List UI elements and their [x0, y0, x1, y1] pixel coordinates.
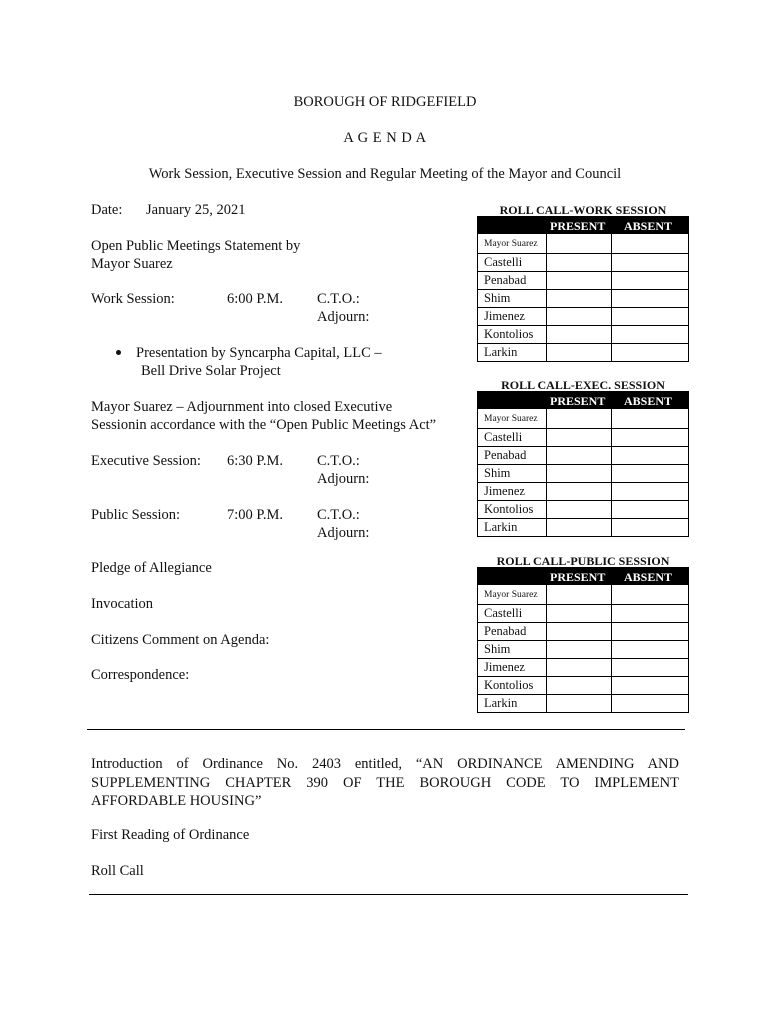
present-header: PRESENT — [550, 394, 606, 408]
absent-cell — [611, 641, 612, 658]
present-header: PRESENT — [550, 570, 606, 584]
absent-cell — [611, 234, 612, 253]
member-name: Kontolios — [484, 678, 534, 692]
ordinance-introduction: Introduction of Ordinance No. 2403 entitled, “AN ORDINANCE AMENDING AND SUPPLEMENTING CHAPTER 390 OF THE BOROUGH CODE TO IMPLEMENT AFFORDABLE HOUSING” — [91, 756, 679, 809]
public-session-label: Public Session: — [91, 507, 181, 523]
present-cell — [546, 429, 547, 446]
member-name: Mayor Suarez — [484, 239, 538, 249]
member-name: Castelli — [484, 606, 523, 620]
present-cell — [546, 501, 547, 518]
bullet-icon — [116, 350, 121, 355]
present-cell — [546, 254, 547, 271]
absent-cell — [611, 254, 612, 271]
roll-call-row — [478, 409, 688, 428]
executive-session-time: 6:30 P.M. — [227, 453, 284, 469]
roll-call-title: ROLL CALL-PUBLIC SESSION — [496, 554, 670, 568]
absent-cell — [611, 308, 612, 325]
present-cell — [546, 519, 547, 536]
first-reading-item: First Reading of Ordinance — [91, 827, 250, 843]
member-name: Larkin — [484, 520, 518, 534]
roll-call-item: Roll Call — [91, 863, 144, 879]
roll-call-row — [478, 585, 688, 604]
member-name: Penabad — [484, 448, 527, 462]
executive-session-adjourn: Adjourn: — [317, 471, 370, 487]
roll-call-row — [478, 640, 688, 658]
invocation-item: Invocation — [91, 596, 154, 612]
member-name: Jimenez — [484, 660, 525, 674]
absent-cell — [611, 695, 612, 712]
pledge-item: Pledge of Allegiance — [91, 560, 212, 576]
present-cell — [546, 409, 547, 428]
absent-cell — [611, 429, 612, 446]
roll-call-row — [478, 518, 688, 536]
adjournment-line1: Mayor Suarez – Adjournment into closed Executive — [91, 399, 393, 415]
presentation-line1: Presentation by Syncarpha Capital, LLC – — [136, 345, 382, 361]
roll-call-row — [478, 658, 688, 676]
absent-header: ABSENT — [624, 394, 673, 408]
adjournment-line2: Sessionin accordance with the “Open Public Meetings Act” — [91, 417, 437, 433]
member-name: Shim — [484, 466, 511, 480]
present-cell — [546, 641, 547, 658]
absent-cell — [611, 519, 612, 536]
absent-header: ABSENT — [624, 570, 673, 584]
absent-cell — [611, 605, 612, 622]
absent-cell — [611, 483, 612, 500]
roll-call-row — [478, 343, 688, 361]
roll-call-row — [478, 482, 688, 500]
present-cell — [546, 695, 547, 712]
roll-call-row — [478, 446, 688, 464]
roll-call-row — [478, 676, 688, 694]
divider-line — [87, 729, 685, 730]
member-name: Castelli — [484, 430, 523, 444]
absent-cell — [611, 585, 612, 604]
public-session-cto: C.T.O.: — [317, 507, 360, 523]
work-session-time: 6:00 P.M. — [227, 291, 284, 307]
member-name: Castelli — [484, 255, 523, 269]
roll-call-row — [478, 428, 688, 446]
absent-header: ABSENT — [624, 219, 673, 233]
member-name: Shim — [484, 291, 511, 305]
present-cell — [546, 677, 547, 694]
work-session-adjourn: Adjourn: — [317, 309, 370, 325]
roll-call-row — [478, 289, 688, 307]
roll-call-row — [478, 234, 688, 253]
roll-call-row — [478, 464, 688, 482]
meeting-subtitle: Work Session, Executive Session and Regular Meeting of the Mayor and Council — [148, 166, 622, 182]
roll-call-header — [478, 217, 688, 234]
executive-session-label: Executive Session: — [91, 453, 201, 469]
date-label: Date: — [91, 202, 123, 218]
present-cell — [546, 308, 547, 325]
absent-cell — [611, 623, 612, 640]
agenda-title: A G E N D A — [343, 130, 427, 146]
roll-call-row — [478, 325, 688, 343]
absent-cell — [611, 447, 612, 464]
member-name: Mayor Suarez — [484, 414, 538, 424]
roll-call-row — [478, 271, 688, 289]
member-name: Kontolios — [484, 502, 534, 516]
roll-call-title: ROLL CALL-EXEC. SESSION — [501, 378, 665, 392]
roll-call-table — [477, 567, 689, 713]
absent-cell — [611, 326, 612, 343]
work-session-label: Work Session: — [91, 291, 175, 307]
correspondence-item: Correspondence: — [91, 667, 190, 683]
present-cell — [546, 447, 547, 464]
present-cell — [546, 623, 547, 640]
roll-call-table — [477, 216, 689, 362]
opening-statement-line2: Mayor Suarez — [91, 256, 173, 272]
roll-call-row — [478, 694, 688, 712]
roll-call-title: ROLL CALL-WORK SESSION — [499, 203, 667, 217]
executive-session-cto: C.T.O.: — [317, 453, 360, 469]
present-cell — [546, 585, 547, 604]
public-session-time: 7:00 P.M. — [227, 507, 284, 523]
public-session-adjourn: Adjourn: — [317, 525, 370, 541]
presentation-line2: Bell Drive Solar Project — [141, 363, 281, 379]
present-cell — [546, 234, 547, 253]
roll-call-row — [478, 500, 688, 518]
roll-call-row — [478, 253, 688, 271]
absent-cell — [611, 501, 612, 518]
roll-call-header — [478, 568, 688, 585]
present-cell — [546, 605, 547, 622]
present-cell — [546, 465, 547, 482]
present-cell — [546, 344, 547, 361]
member-name: Penabad — [484, 273, 527, 287]
present-cell — [546, 326, 547, 343]
member-name: Mayor Suarez — [484, 590, 538, 600]
member-name: Larkin — [484, 345, 518, 359]
member-name: Kontolios — [484, 327, 534, 341]
present-header: PRESENT — [550, 219, 606, 233]
member-name: Larkin — [484, 696, 518, 710]
absent-cell — [611, 290, 612, 307]
roll-call-row — [478, 604, 688, 622]
member-name: Shim — [484, 642, 511, 656]
roll-call-table — [477, 391, 689, 537]
absent-cell — [611, 344, 612, 361]
member-name: Penabad — [484, 624, 527, 638]
absent-cell — [611, 659, 612, 676]
absent-cell — [611, 272, 612, 289]
member-name: Jimenez — [484, 309, 525, 323]
borough-title: BOROUGH OF RIDGEFIELD — [293, 94, 477, 110]
roll-call-row — [478, 307, 688, 325]
roll-call-header — [478, 392, 688, 409]
present-cell — [546, 290, 547, 307]
present-cell — [546, 272, 547, 289]
citizens-comment-item: Citizens Comment on Agenda: — [91, 632, 270, 648]
present-cell — [546, 659, 547, 676]
member-name: Jimenez — [484, 484, 525, 498]
roll-call-row — [478, 622, 688, 640]
present-cell — [546, 483, 547, 500]
absent-cell — [611, 465, 612, 482]
absent-cell — [611, 409, 612, 428]
opening-statement-line1: Open Public Meetings Statement by — [91, 238, 301, 254]
absent-cell — [611, 677, 612, 694]
date-value: January 25, 2021 — [146, 202, 246, 218]
work-session-cto: C.T.O.: — [317, 291, 360, 307]
divider-line-bottom — [89, 894, 688, 895]
